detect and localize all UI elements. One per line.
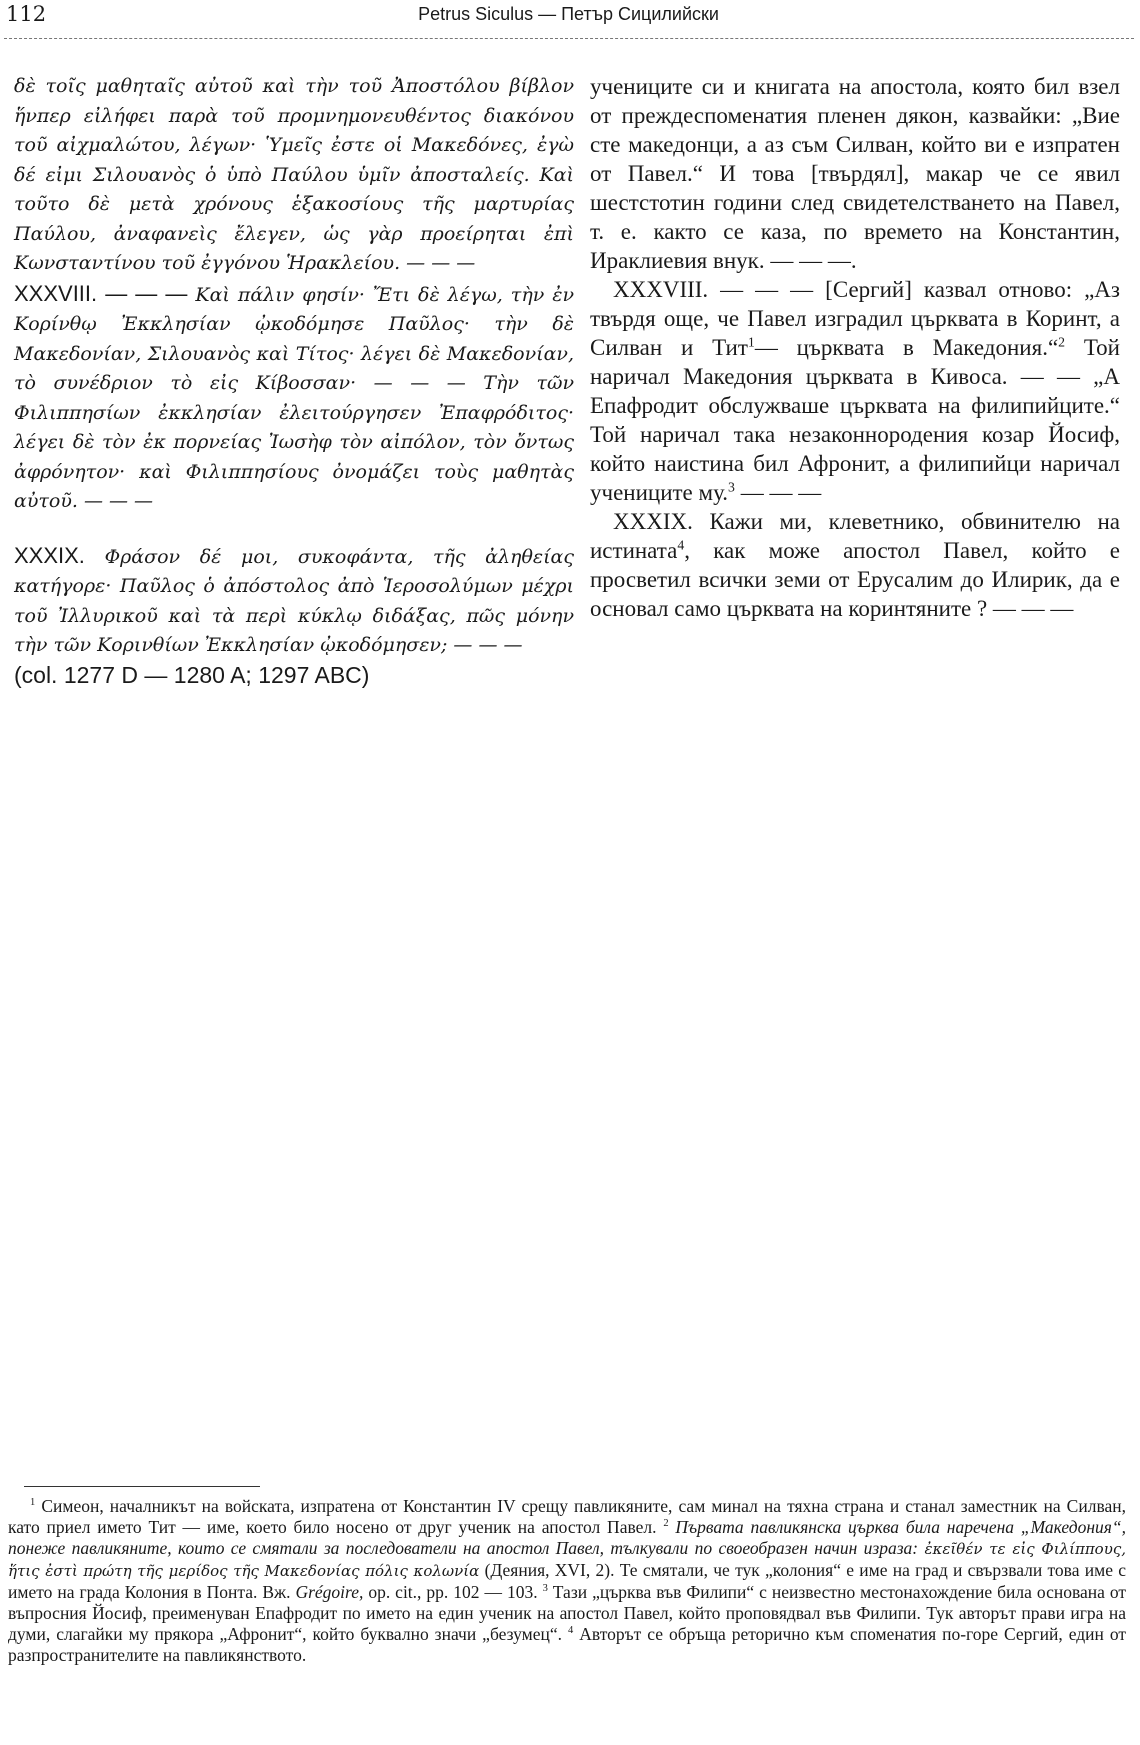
source-citation: (col. 1277 D — 1280 A; 1297 ABC) — [14, 661, 370, 688]
bulgarian-column — [590, 72, 1120, 623]
footnote-2-text-b: (Деяния, XVI, 2). Те смятали, че тук „колония“ е име на град и свързвали това име с името на града Колония в Понта. Вж. — [8, 1560, 1127, 1602]
bg-section-38-text-a: [Сергий] казвал отново: „Аз твърдя още, че Павел изградил църквата в Коринт, а Силван и Тит — [590, 277, 1120, 360]
bg-section-39-text-a: Кажи ми, клеветнико, обвинителю на истината — [590, 509, 1121, 563]
footnote-ref-2[interactable]: 2 — [1058, 334, 1066, 350]
bg-section-39-heading: XXXIX. — [613, 509, 693, 534]
footnote-number-1: 1 — [30, 1497, 36, 1509]
running-title: Petrus Siculus — Петър Сицилийски — [418, 4, 719, 24]
greek-section-38-text: Καὶ πάλιν φησίν· Ἔτι δὲ λέγω, τὴν ἐν Κορίνθῳ Ἐκκλησίαν ᾠκοδόμησε Παῦλος· τὴν δὲ Μακεδονίαν, Σιλουανὸς καὶ Τίτος· λέγει δὲ Μακεδονίαν, τὸ συνέδριον τὸ εἰς Κίβοσσαν· — — — Τὴν τῶν Φιλιππησίων ἐκκλησίαν ἐλειτούργησεν Ἐπαφρόδιτος· λέγει δὲ τὸν ἐκ πορνείας Ἰωσὴφ τὸν αἰπόλον, τὸν ὄντως ἀφρόνητον· καὶ Φιλιππησίους ὀνομάζει τοὺς μαθητὰς αὐτοῦ. — — — — [14, 283, 575, 512]
bg-section-38-text-c: Той наричал Македония църквата в Кивоса. — — „А Епафродит обслужваше църквата на филипийците.“ Той наричал така незаконнородения козар Йосиф, който наистина бил Афронит, а филипийци наричал учениците му. — [590, 335, 1120, 505]
footnote-2-text-c: op. cit., pp. 102 — 103. — [368, 1582, 538, 1602]
footnote-2-greek: ἐκεῖθέν τε εἰς Φιλίππους, ἥτις ἐστὶ πρώτη τῆς μερίδος τῆς Μακεδονίας πόλις κολωνία — [8, 1540, 1126, 1580]
footnote-rule — [24, 1486, 260, 1487]
page-header — [6, 2, 1131, 32]
footnote-ref-1[interactable]: 1 — [747, 334, 755, 350]
bulgarian-paragraph-2 — [590, 275, 1120, 507]
greek-section-39-heading: XXXIX. — [14, 542, 85, 568]
greek-paragraph-1: δὲ τοῖς μαθηταῖς αὐτοῦ καὶ τὴν τοῦ Ἀποστόλου βίβλον ἥνπερ εἰλήφει παρὰ τοῦ προμνημονευθέντος διακόνου τοῦ αἰχμαλώτου, λέγων· Ὑμεῖς ἐστε οἱ Μακεδόνες, ἐγὼ δέ εἰμι Σιλουανὸς ὁ ὑπὸ Παύλου ὑμῖν ἀποσταλείς. Καὶ τοῦτο δὲ μετὰ χρόνους ἑξακοσίους τῆς μαρτυρίας Παύλου, ἀναφανεὶς ἔλεγεν, ὡς γὰρ προείρηται ἐπὶ Κωνσταντίνου τοῦ ἐγγόνου Ἡρακλείου. — — — — [14, 75, 574, 274]
page-number: 112 — [6, 2, 47, 26]
footnote-number-3: 3 — [542, 1583, 548, 1595]
greek-paragraph-3 — [14, 541, 574, 661]
footnote-2-text-a: Първата павликянска църква била наречена „Македония“, понеже павликяните, които се смятали за последователи на апостол Павел, тълкували по своеобразен начин израза: — [8, 1517, 1127, 1558]
bulgarian-paragraph-1: учениците си и книгата на апостола, която бил взел от преждеспоменатия пленен дякон, казвайки: „Вие сте македонци, а аз съм Силван, който ви е изпратен от Павел.“ И това [твърдял], макар че се явил шестстотин години след свидетелстването на Павел, т. е. както се каза, по времето на Константин, Ираклиевия внук. — — —. — [590, 74, 1120, 273]
footnotes — [8, 1496, 1126, 1666]
footnote-ref-3[interactable]: 3 — [728, 479, 735, 495]
bg-section-38-heading: XXXVIII. — — — — [613, 277, 814, 302]
greek-section-38-heading: XXXVIII. — — — — [14, 280, 188, 306]
header-rule — [4, 38, 1134, 39]
footnote-number-2: 2 — [663, 1518, 669, 1530]
footnote-1-text: Симеон, началникът на войската, изпратена от Константин IV срещу павликяните, сам минал на тяхна страна и станал заместник на Силван, като приел името Тит — име, което било носено от друг ученик на апостол Павел. — [8, 1496, 1126, 1537]
footnote-number-4: 4 — [568, 1625, 574, 1637]
bulgarian-paragraph-3 — [590, 507, 1120, 623]
footnote-ref-4[interactable]: 4 — [677, 537, 685, 553]
greek-column — [14, 72, 574, 690]
bg-section-39-text-b: , как може апостол Павел, който е просветил всички земи от Ерусалим до Илирик, да е основал само църквата на коринтяните ? — — — — [590, 538, 1120, 621]
footnote-1 — [8, 1496, 1126, 1666]
greek-section-39-text: Φράσον δέ μοι, συκοφάντα, τῆς ἀληθείας κατήγορε· Παῦλος ὁ ἀπόστολος ἀπὸ Ἱεροσολύμων μέχρι τοῦ Ἰλλυρικοῦ καὶ τὰ περὶ κύκλῳ διδάξας, πῶς μόνην τὴν τῶν Κορινθίων Ἐκκλησίαν ᾠκοδόμησεν; — — — — [14, 545, 574, 656]
bg-section-38-text-b: — църквата в Македония.“ — [754, 335, 1059, 360]
bg-section-38-text-d: — — — — [740, 480, 822, 505]
footnote-4-text: Авторът се обръща реторично към споменатия по-горе Сергий, един от разпространителите на павликянството. — [8, 1624, 1127, 1665]
footnote-3-text: Тази „църква във Филипи“ с неизвестно местонахождение била основана от въпросния Йосиф, преименуван Епафродит по името на един ученик на апостол Павел, който проповядвал във Филипи. Тук авторът прави игра на думи, слагайки му прякора „Афронит“, който буквално значи „безумец“. — [8, 1582, 1127, 1644]
footnote-2-author: Grégoire, — [295, 1582, 364, 1602]
paragraph-gap — [14, 517, 574, 541]
greek-paragraph-2 — [14, 279, 574, 517]
